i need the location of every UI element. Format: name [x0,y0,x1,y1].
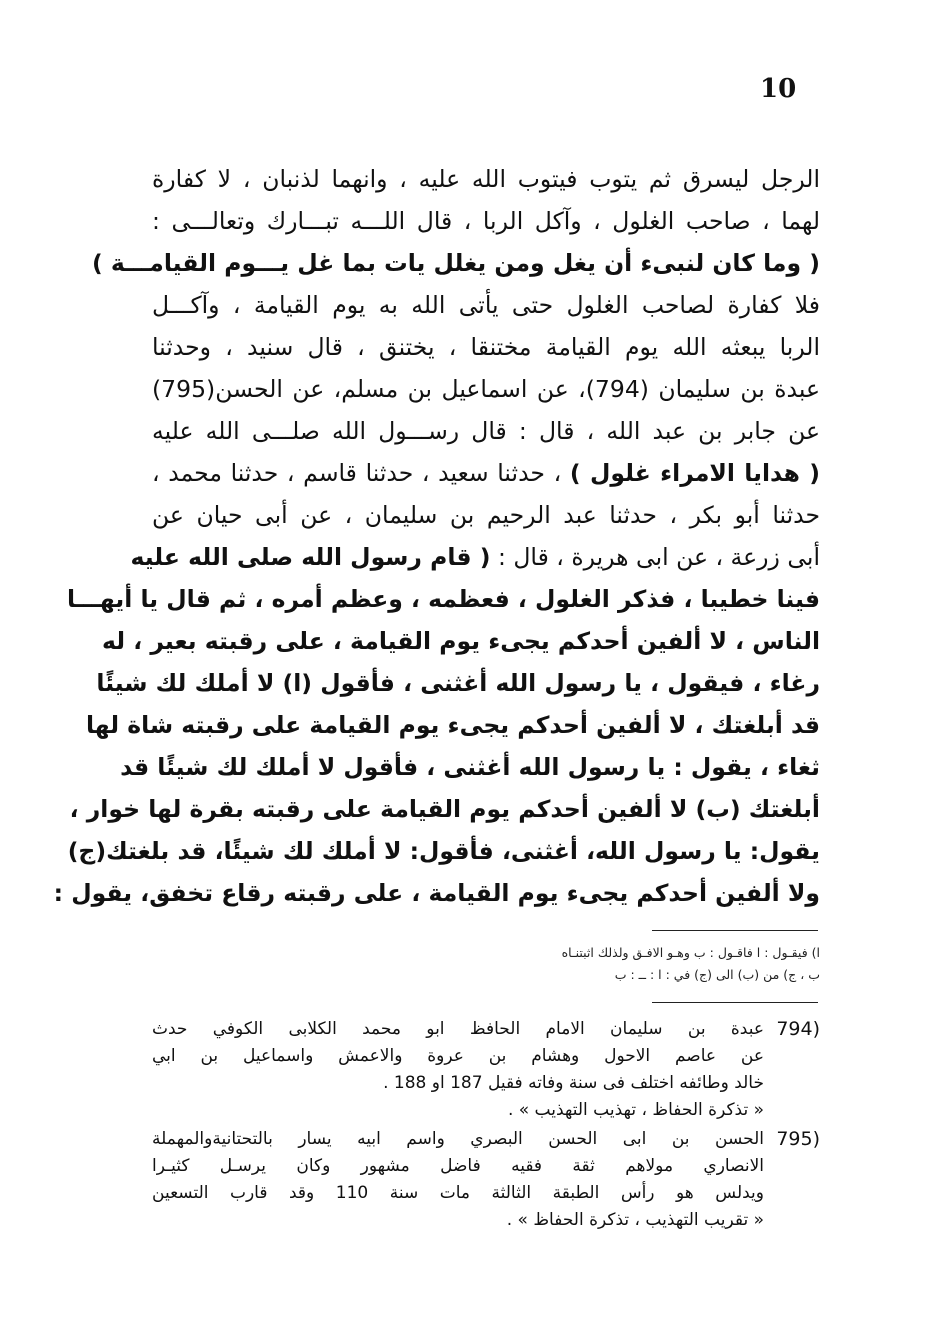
main-text-block [53,158,820,914]
footnote-number: 794) [776,1018,820,1040]
footnote [152,1126,820,1234]
main-text-line: الرجل ليسرق ثم يتوب فيتوب الله عليه ، وانهما لذنبان ، لا كفارة [152,165,820,193]
hadith-line: قد أبلغتك ، لا ألفين أحدكم يجىء يوم القيامة على رقبته شاة لها [85,711,820,739]
main-text-line: عبدة بن سليمان (794)، عن اسماعيل بن مسلم، عن الحسن(795) [152,375,820,403]
variant-note: ب ، ج) من (ب) الى (ج) في : ا : ــ : ب [614,967,820,982]
hadith-line: أبلغتك (ب) لا ألفين أحدكم يوم القيامة على رقبته بقرة لها خوار ، [69,795,820,823]
footnote-line: ويدلس هو رأس الطبقة الثالثة مات سنة 110 وقد قارب التسعين [152,1183,764,1203]
hadith-quote: ( هدايا الامراء غلول ) [569,459,820,487]
variant-note: ا) فيقـول : ا فاقـول : ب وهـو الافـق ولذلك اثبتنـاه [561,945,820,960]
footnote-line: الحسن بن ابى الحسن البصري واسم ابيه يسار بالتحتانيةوالمهملة [152,1129,764,1149]
hadith-line: الناس ، لا ألفين أحدكم يجىء يوم القيامة ، على رقبته بعير ، له [101,627,820,655]
hadith-line: رغاء ، فيقول ، يا رسول الله أغثنى ، فأقول (ا) لا أملك لك شيئًا [96,669,820,697]
hadith-line: ثغاء ، يقول : يا رسول الله أغثنى ، فأقول لا أملك لك شيئًا قد [120,753,820,781]
quran-verse-line: ( وما كان لنبىء أن يغل ومن يغلل يات بما غل يـــوم القيامـــة ) [92,249,820,277]
main-text-line-with-hadith: أبى زرعة ، عن ابى هريرة ، قال : ( قام رسول الله صلى الله عليه [130,543,820,571]
page-number: 10 [760,74,797,104]
main-text-line: حدثنا أبو بكر ، حدثنا عبد الرحيم بن سليمان ، عن أبى حيان عن [152,501,820,529]
footnote-divider [652,1002,818,1003]
footnote-line: خالد وطائفه اختلف فى سنة وفاته فقيل 187 او 188 . [383,1073,764,1093]
variant-notes [360,942,820,986]
footnote-line: « تقريب التهذيب ، تذكرة الحفاظ » . [506,1210,764,1230]
main-text-line-with-hadith: ( هدايا الامراء غلول ) ، حدثنا سعيد ، حدثنا قاسم ، حدثنا محمد ، [152,459,820,487]
footnote-divider [652,930,818,931]
main-text-line: لهما ، صاحب الغلول ، وآكل الربا ، قال اللـــه تبـــارك وتعالـــى : [152,207,820,235]
footnotes [152,1016,820,1236]
hadith-quote: ( قام رسول الله صلى الله عليه [130,543,491,571]
hadith-line: يقول: يا رسول الله، أغثنى، فأقول: لا أملك لك شيئًا، قد بلغتك(ج) [67,837,820,865]
footnote-line: عن عاصم الاحول وهشام بن عروة والاعمش واسماعيل بن ابي [152,1046,764,1066]
main-text-line: فلا كفارة لصاحب الغلول حتى يأتى الله به يوم القيامة ، وآكـــل [152,291,820,319]
main-text-line: الربا يبعثه الله يوم القيامة مختنقا ، يختنق ، قال سنيد ، وحدثنا [152,333,820,361]
hadith-line: فينا خطيبا ، فذكر الغلول ، فعظمه ، وعظم أمره ، ثم قال يا أيهـــا [66,585,820,613]
footnote-line: الانصاري مولاهم ثقة فقيه فاضل مشهور وكان يرسـل كثيـرا [152,1156,764,1176]
hadith-line: ولا ألفين أحدكم يجىء يوم القيامة ، على رقبته رقاع تخفق، يقول : [53,879,820,907]
footnote [152,1016,820,1124]
footnote-line: عبدة بن سليمان الامام الحافظ ابو محمد الكلابى الكوفي حدث [152,1019,764,1039]
footnote-number: 795) [776,1128,820,1150]
footnote-line: « تذكرة الحفاظ ، تهذيب التهذيب » . [507,1100,764,1120]
main-text-line: عن جابر بن عبد الله ، قال : قال رســـول الله صلـــى الله عليه [152,417,820,445]
